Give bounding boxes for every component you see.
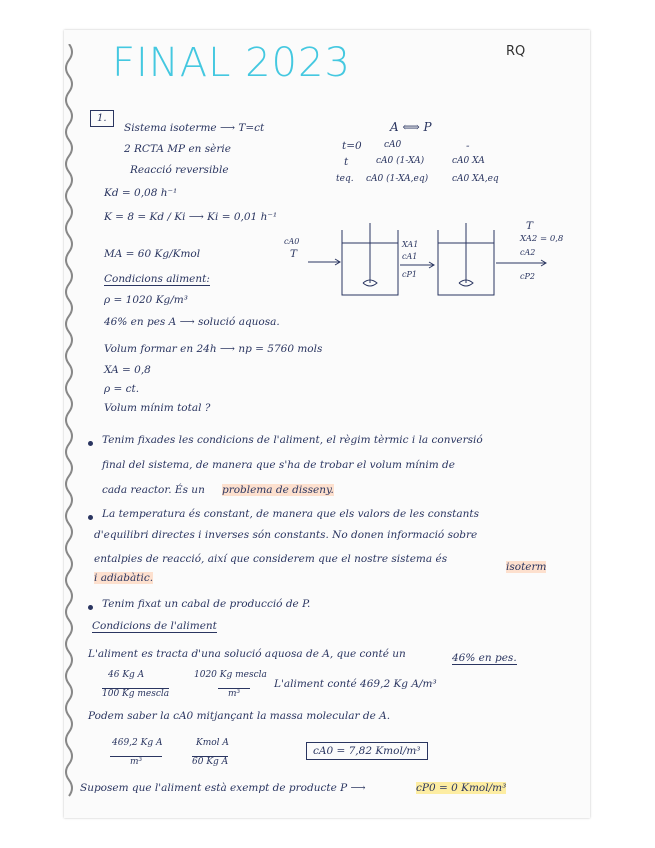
paragraph-line: L'aliment es tracta d'una solució aquosa de A, que conté un bbox=[88, 648, 406, 660]
highlight-text: isoterm bbox=[506, 561, 547, 573]
table-cell: cA0 bbox=[384, 140, 402, 150]
outlet-label: T bbox=[526, 220, 534, 232]
statement-line: 46% en pes A ⟶ solució aquosa. bbox=[104, 316, 280, 328]
table-cell: cA0 XA bbox=[452, 156, 485, 166]
highlight-result: cP0 = 0 Kmol/m³ bbox=[416, 782, 507, 794]
paragraph-line: Suposem que l'aliment està exempt de producte P ⟶ bbox=[80, 782, 366, 794]
fraction-numerator: Kmol A bbox=[196, 738, 229, 748]
fraction-numerator: 469,2 Kg A bbox=[112, 738, 163, 748]
fraction-denominator: m³ bbox=[218, 688, 250, 699]
outlet-label: cP2 bbox=[520, 272, 535, 281]
problem-number: 1. bbox=[90, 110, 114, 127]
paragraph-line: 46% en pes. bbox=[452, 652, 517, 664]
paragraph-line: d'equilibri directes i inverses són constants. No donen informació sobre bbox=[94, 529, 478, 541]
mid-label: cA1 bbox=[402, 252, 418, 261]
page-title: FINAL 2023 bbox=[112, 40, 351, 86]
paragraph-line: final del sistema, de manera que s'ha de trobar el volum mínim de bbox=[102, 459, 455, 471]
paragraph-line: Tenim fixat un cabal de producció de P. bbox=[102, 598, 311, 610]
statement-line: XA = 0,8 bbox=[104, 364, 151, 376]
statement-line: ρ = ct. bbox=[104, 383, 140, 395]
statement-line: Reacció reversible bbox=[130, 164, 229, 176]
fraction-denominator: 60 Kg A bbox=[192, 757, 229, 767]
paragraph-line: La temperatura és constant, de manera que els valors de les constants bbox=[102, 508, 480, 520]
fraction-numerator: 1020 Kg mescla bbox=[194, 670, 267, 680]
table-row-label: t bbox=[344, 156, 349, 168]
calc-result: L'aliment conté 469,2 Kg A/m³ bbox=[274, 678, 437, 690]
statement-line: Volum formar en 24h ⟶ np = 5760 mols bbox=[104, 343, 323, 355]
outlet-label: cA2 bbox=[520, 248, 536, 257]
statement-line: Volum mínim total ? bbox=[104, 402, 211, 414]
paragraph-line: Podem saber la cA0 mitjançant la massa molecular de A. bbox=[88, 710, 391, 722]
feed-label: T bbox=[290, 248, 298, 260]
paragraph-line: entalpies de reacció, així que considerem que el nostre sistema és bbox=[94, 553, 448, 565]
statement-line: K = 8 = Kd / Ki ⟶ Ki = 0,01 h⁻¹ bbox=[104, 211, 278, 223]
bullet-dot bbox=[88, 441, 93, 446]
fraction-numerator: 46 Kg A bbox=[108, 670, 145, 680]
section-heading: Condicions de l'aliment bbox=[92, 620, 217, 632]
statement-line: Condicions aliment: bbox=[104, 273, 210, 285]
fraction-denominator: m³ bbox=[110, 756, 162, 767]
table-row-label: teq. bbox=[336, 174, 354, 184]
mid-label: XA1 bbox=[402, 240, 419, 249]
table-cell: cA0 (1-XA) bbox=[376, 156, 425, 166]
statement-line: 2 RCTA MP en sèrie bbox=[124, 143, 231, 155]
boxed-result: cA0 = 7,82 Kmol/m³ bbox=[306, 742, 428, 760]
author-initials: RQ bbox=[506, 44, 526, 59]
table-cell: cA0 (1-XA,eq) bbox=[366, 174, 429, 184]
feed-label: cA0 bbox=[284, 237, 300, 246]
table-cell: cA0 XA,eq bbox=[452, 174, 499, 184]
reaction-equation: A ⟺ P bbox=[390, 120, 432, 134]
fraction-denominator: 100 Kg mescla bbox=[102, 689, 170, 699]
table-cell: - bbox=[466, 140, 470, 152]
statement-line: MA = 60 Kg/Kmol bbox=[104, 248, 201, 260]
paragraph-line: Tenim fixades les condicions de l'aliment, el règim tèrmic i la conversió bbox=[102, 434, 483, 446]
mid-label: cP1 bbox=[402, 270, 417, 279]
statement-line: Kd = 0,08 h⁻¹ bbox=[104, 187, 178, 199]
highlight-text: problema de disseny. bbox=[222, 484, 334, 496]
highlight-text: i adiabàtic. bbox=[94, 572, 154, 584]
statement-line: ρ = 1020 Kg/m³ bbox=[104, 294, 188, 306]
paragraph-line: cada reactor. És un bbox=[102, 484, 205, 496]
bullet-dot bbox=[88, 515, 93, 520]
spiral-binding bbox=[62, 44, 76, 804]
bullet-dot bbox=[88, 605, 93, 610]
outlet-label: XA2 = 0,8 bbox=[520, 234, 564, 244]
statement-line: Sistema isoterme ⟶ T=ct bbox=[124, 122, 265, 134]
table-row-label: t=0 bbox=[342, 140, 362, 152]
